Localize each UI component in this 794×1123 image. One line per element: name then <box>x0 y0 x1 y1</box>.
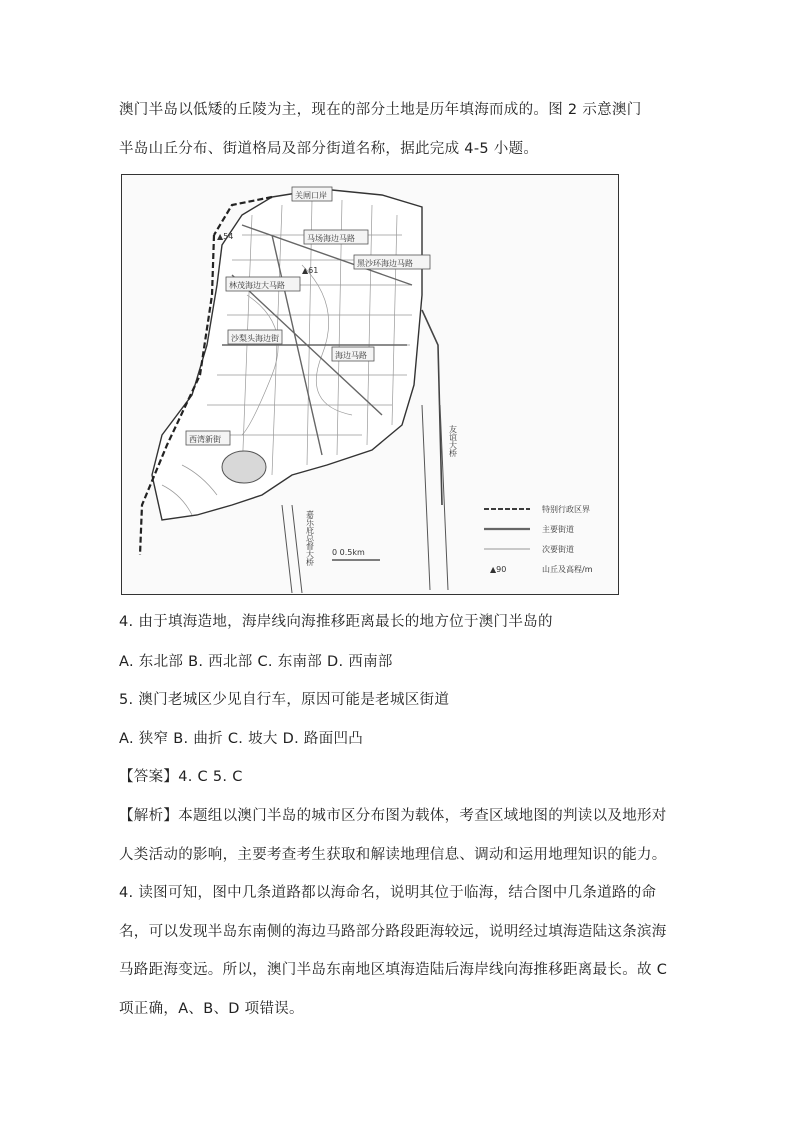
answer: 【答案】4. C 5. C <box>119 769 243 785</box>
peninsula-outline <box>152 189 422 520</box>
legend-hill: 山丘及高程/m <box>542 565 593 574</box>
analysis-line-4: 名，可以发现半岛东南侧的海边马路部分路段距海较远，说明经过填海造陆这条滨海 <box>119 924 667 940</box>
analysis-line-2: 人类活动的影响，主要考查考生获取和解读地理信息、调动和运用地理知识的能力。 <box>119 847 667 863</box>
analysis-line-5: 马路距海变远。所以，澳门半岛东南地区填海造陆后海岸线向海推移距离最长。故 C <box>119 962 668 978</box>
label-scale: 0 0.5km <box>332 548 365 557</box>
q5-options: A. 狭窄 B. 曲折 C. 坡大 D. 路面凹凸 <box>119 731 364 747</box>
analysis-line-1: 【解析】本题组以澳门半岛的城市区分布图为载体，考查区域地图的判读以及地形对 <box>119 808 667 824</box>
label-haibian: 海边马路 <box>335 351 367 360</box>
label-xiwan: 西湾新街 <box>189 435 221 444</box>
label-guanzha: 关闸口岸 <box>295 191 327 200</box>
label-youyi: 友谊大桥 <box>448 425 458 457</box>
legend-major: 主要街道 <box>542 525 574 534</box>
label-jiaqiao: 嘉乐庇总督大桥 <box>305 510 315 566</box>
label-heisha: 黑沙环海边马路 <box>357 259 413 268</box>
macau-map-figure <box>121 174 619 595</box>
label-hill-54: ▲54 <box>217 232 234 241</box>
analysis-line-3: 4. 读图可知，图中几条道路都以海命名，说明其位于临海，结合图中几条道路的命 <box>119 885 657 901</box>
q4-options: A. 东北部 B. 西北部 C. 东南部 D. 西南部 <box>119 654 393 670</box>
label-hill-61: ▲61 <box>302 266 319 275</box>
friendship-bridge <box>422 405 448 590</box>
q5-stem: 5. 澳门老城区少见自行车，原因可能是老城区街道 <box>119 692 450 708</box>
analysis-line-6: 项正确，A、B、D 项错误。 <box>119 1001 304 1017</box>
intro-line-2: 半岛山丘分布、街道格局及部分街道名称，据此完成 4-5 小题。 <box>119 141 539 157</box>
label-linmao: 林茂海边大马路 <box>229 281 285 290</box>
lake <box>222 451 266 483</box>
label-shali: 沙梨头海边街 <box>231 334 279 343</box>
label-mahai: 马场海边马路 <box>307 234 355 243</box>
intro-line-1: 澳门半岛以低矮的丘陵为主，现在的部分土地是历年填海而成的。图 2 示意澳门 <box>119 102 642 118</box>
governor-bridge <box>282 505 302 593</box>
legend-border: 特别行政区界 <box>542 505 590 514</box>
legend-minor: 次要街道 <box>542 545 574 554</box>
q4-stem: 4. 由于填海造地，海岸线向海推移距离最长的地方位于澳门半岛的 <box>119 614 553 630</box>
map-legend <box>484 504 593 574</box>
map-drawing <box>122 175 617 593</box>
legend-hill-symbol: ▲90 <box>490 565 507 574</box>
